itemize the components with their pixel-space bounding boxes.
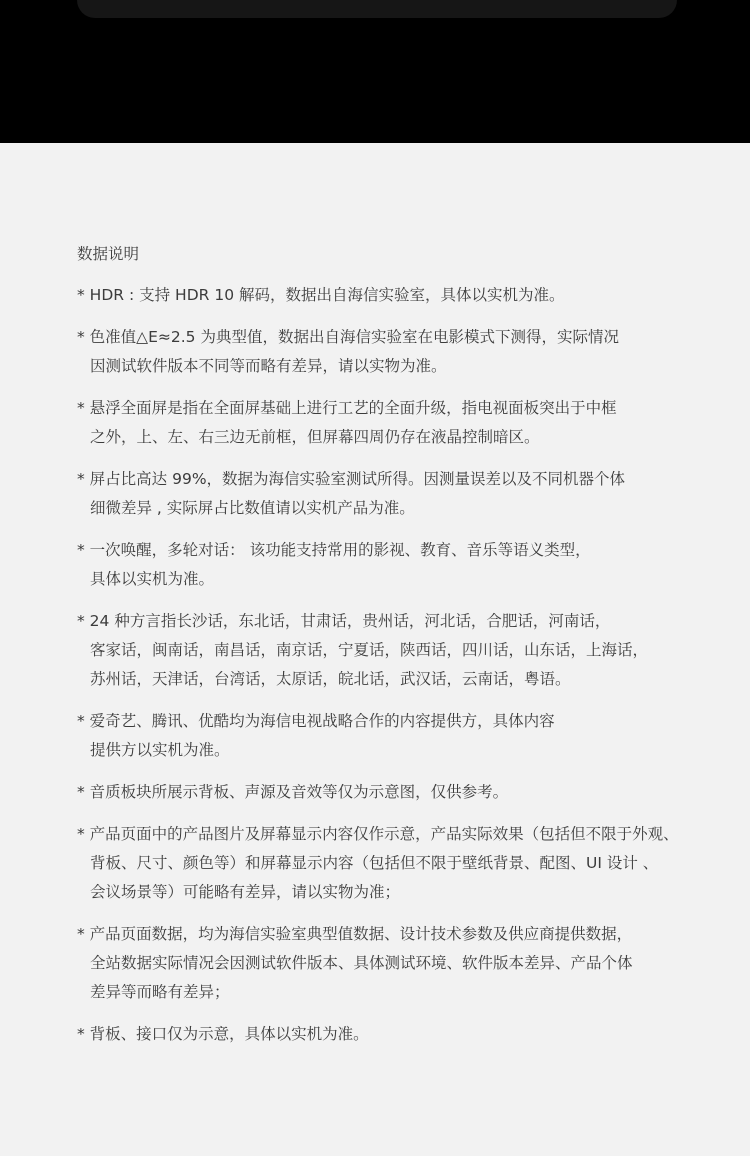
note-line: 之外，上、左、右三边无前框，但屏幕四周仍存在液晶控制暗区。: [90, 428, 540, 446]
note-item: [77, 536, 747, 594]
note-line: * HDR : 支持 HDR 10 解码，数据出自海信实验室，具体以实机为准。: [77, 286, 565, 304]
note-line: * 24 种方言指长沙话，东北话，甘肃话，贵州话，河北话，合肥话，河南话，: [77, 612, 611, 630]
note-line: 全站数据实际情况会因测试软件版本、具体测试环境、软件版本差异、产品个体: [90, 954, 633, 972]
note-item: [77, 281, 747, 310]
note-line: 客家话，闽南话，南昌话，南京话，宁夏话，陕西话，四川话，山东话，上海话，: [90, 641, 649, 659]
note-item: [77, 607, 747, 694]
notes-list: [77, 281, 747, 1049]
note-item: [77, 323, 747, 381]
note-line: 背板、尺寸、颜色等）和屏幕显示内容（包括但不限于壁纸背景、配图、UI 设计 、: [90, 854, 659, 872]
note-line: 苏州话，天津话，台湾话，太原话，皖北话，武汉话，云南话，粤语。: [90, 670, 571, 688]
top-dark-banner: [0, 0, 750, 143]
note-item: [77, 465, 747, 523]
note-item: [77, 778, 747, 807]
note-item: [77, 1020, 747, 1049]
note-line: * 产品页面数据，均为海信实验室典型值数据、设计技术参数及供应商提供数据，: [77, 925, 633, 943]
top-banner-card: [77, 0, 677, 18]
note-item: [77, 820, 747, 907]
note-line: * 屏占比高达 99%，数据为海信实验室测试所得。因测量误差以及不同机器个体: [77, 470, 626, 488]
note-line: 差异等而略有差异；: [90, 983, 230, 1001]
note-line: 具体以实机为准。: [90, 570, 215, 588]
note-line: * 悬浮全面屏是指在全面屏基础上进行工艺的全面升级，指电视面板突出于中框: [77, 399, 617, 417]
data-notes-section: [77, 240, 747, 1062]
note-line: 因测试软件版本不同等而略有差异，请以实物为准。: [90, 357, 447, 375]
note-line: * 爱奇艺、腾讯、优酷均为海信电视战略合作的内容提供方，具体内容: [77, 712, 555, 730]
note-line: 提供方以实机为准。: [90, 741, 230, 759]
note-line: * 背板、接口仅为示意，具体以实机为准。: [77, 1025, 369, 1043]
note-item: [77, 707, 747, 765]
note-line: * 音质板块所展示背板、声源及音效等仅为示意图，仅供参考。: [77, 783, 509, 801]
note-item: [77, 394, 747, 452]
note-line: 会议场景等）可能略有差异，请以实物为准；: [90, 883, 401, 901]
section-title: 数据说明: [77, 245, 140, 263]
note-line: * 一次唤醒，多轮对话： 该功能支持常用的影视、教育、音乐等语义类型，: [77, 541, 591, 559]
note-item: [77, 920, 747, 1007]
note-line: * 色准值△E≈2.5 为典型值，数据出自海信实验室在电影模式下测得，实际情况: [77, 328, 619, 346]
note-line: 细微差异 , 实际屏占比数值请以实机产品为准。: [90, 499, 415, 517]
note-line: * 产品页面中的产品图片及屏幕显示内容仅作示意，产品实际效果（包括但不限于外观、: [77, 825, 679, 843]
